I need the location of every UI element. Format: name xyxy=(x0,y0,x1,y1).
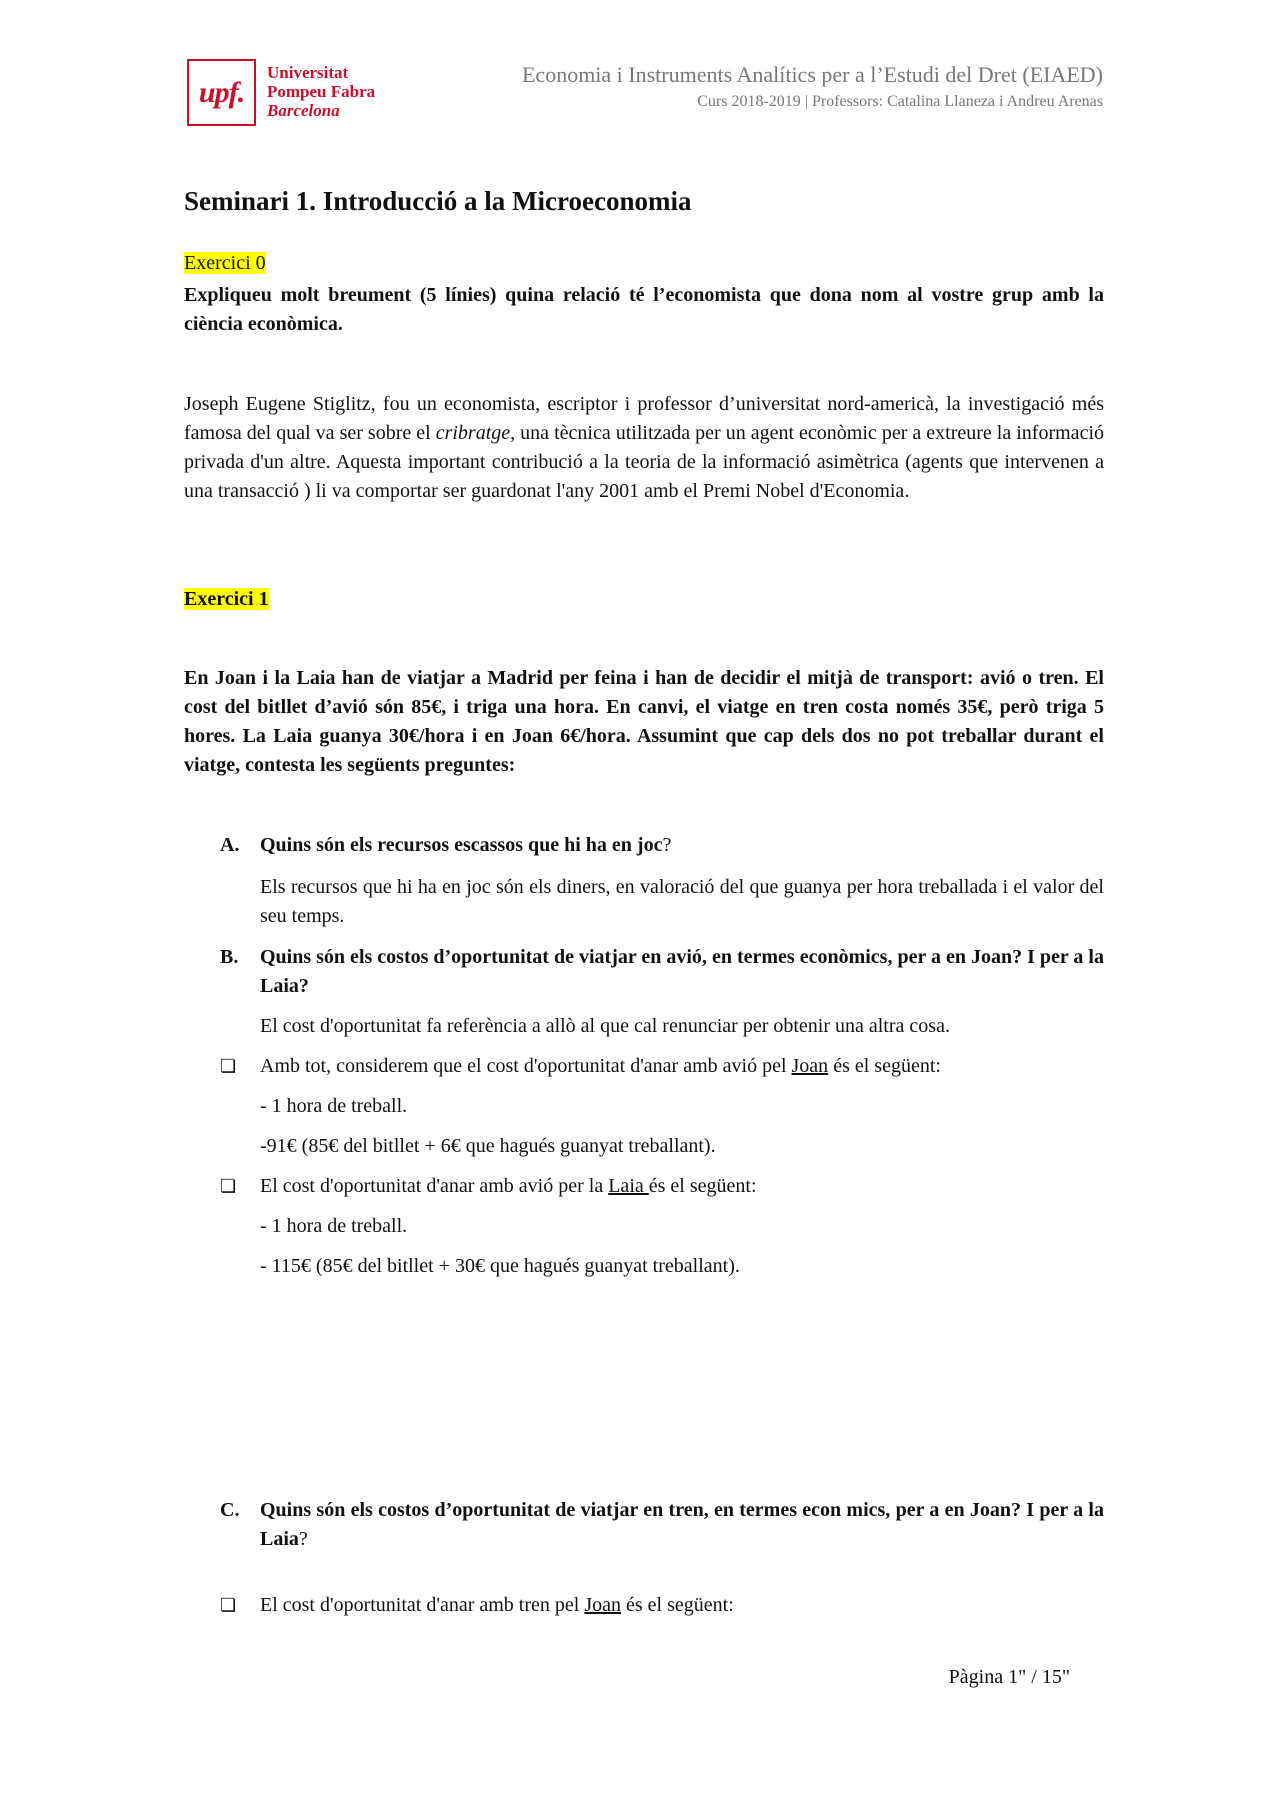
page-number: Pàgina 1" / 15" xyxy=(948,1666,1070,1688)
joan-train-item xyxy=(220,1591,1110,1620)
question-c-text: Quins són els costos d’oportunitat de viatjar en tren, en termes econ mics, per a en Joan? I per a la Laia xyxy=(260,1499,1104,1550)
joan-plane-name: Joan xyxy=(791,1055,829,1077)
answer-a xyxy=(184,873,1104,931)
exercise-0-label xyxy=(184,252,266,275)
question-a-mark: ? xyxy=(662,834,672,856)
joan-train-name: Joan xyxy=(584,1594,622,1616)
exercise-0-label-text: Exercici 0 xyxy=(184,252,266,274)
header-course-title: Economia i Instruments Analítics per a l’Estudi del Dret (EIAED) xyxy=(521,62,1103,87)
question-b-marker: B. xyxy=(220,946,239,968)
exercise-0-answer xyxy=(184,390,1104,506)
joan-plane-text-start: Amb tot, considerem que el cost d'oportunitat d'anar amb avió pel xyxy=(260,1055,792,1077)
upf-logo-text xyxy=(267,63,375,120)
exercise-0-answer-end: , una tècnica utilitzada per un agent econòmic per a extreure la informació privada d'un altre. Aquesta important contribució a la teoria de la informació asimètrica (agents que intervenen a una transacció ) li va comportar ser guardonat l'any 2001 amb el Premi Nobel d'Economia. xyxy=(184,422,1104,502)
question-b-text: Quins són els costos d’oportunitat de viatjar en avió, en termes econòmics, per a en Joan? I per a la Laia? xyxy=(260,946,1104,997)
exercise-0-answer-term: cribratge xyxy=(435,422,511,444)
laia-plane-line-1: - 1 hora de treball. xyxy=(260,1215,408,1237)
laia-plane-item xyxy=(220,1172,1110,1201)
checkbox-icon: ❏ xyxy=(220,1056,237,1077)
joan-train-text-end: és el següent: xyxy=(621,1594,734,1616)
question-a-marker: A. xyxy=(220,834,240,856)
question-b xyxy=(184,943,1104,1001)
exercise-0-answer-start: Joseph Eugene Stiglitz, fou un economista, escriptor i professor d’universitat nord-americà, la investigació més famosa del qual va ser sobre el xyxy=(184,393,1104,444)
header-course-subtitle: Curs 2018-2019 | Professors: Catalina Llaneza i Andreu Arenas xyxy=(697,93,1103,110)
laia-plane-line-2: - 115€ (85€ del bitllet + 30€ que hagués guanyat treballant). xyxy=(260,1255,740,1277)
document-title: Seminari 1. Introducció a la Microeconomia xyxy=(184,186,692,216)
logo-line-1: Universitat xyxy=(267,63,349,82)
question-a-text: Quins són els recursos escassos que hi ha en joc xyxy=(260,834,663,856)
joan-train-text-start: El cost d'oportunitat d'anar amb tren pel xyxy=(260,1594,585,1616)
exercise-0-question: Expliqueu molt breument (5 línies) quina relació té l’economista que dona nom al vostre grup amb la ciència econòmica. xyxy=(184,284,1104,335)
question-c-mark: ? xyxy=(298,1528,308,1550)
logo-line-2: Pompeu Fabra xyxy=(267,82,376,101)
exercise-1-label-text: Exercici 1 xyxy=(184,588,269,610)
exercise-1-label xyxy=(184,588,269,611)
upf-logo xyxy=(187,59,394,128)
answer-b xyxy=(184,1012,1104,1041)
answer-b-text: El cost d'oportunitat fa referència a allò al que cal renunciar per obtenir una altra cosa. xyxy=(260,1015,950,1037)
answer-a-text: Els recursos que hi ha en joc són els diners, en valoració del que guanya per hora treballada i el valor del seu temps. xyxy=(260,876,1104,927)
joan-plane-line-2: -91€ (85€ del bitllet + 6€ que hagués guanyat treballant). xyxy=(260,1135,716,1157)
question-c-marker: C. xyxy=(220,1499,240,1521)
exercise-1-statement: En Joan i la Laia han de viatjar a Madrid per feina i han de decidir el mitjà de transport: avió o tren. El cost del bitllet d’avió són 85€, i triga una hora. En canvi, el viatge en tren costa només 35€, però triga 5 hores. La Laia guanya 30€/hora i en Joan 6€/hora. Assumint que cap dels dos no pot treballar durant el viatge, contesta les següents preguntes: xyxy=(184,667,1104,776)
logo-line-3: Barcelona xyxy=(267,101,340,120)
joan-plane-item xyxy=(220,1052,1110,1081)
checkbox-icon: ❏ xyxy=(220,1595,237,1616)
laia-plane-text-start: El cost d'oportunitat d'anar amb avió per la xyxy=(260,1175,609,1197)
laia-plane-text-end: és el següent: xyxy=(648,1175,757,1197)
checkbox-icon: ❏ xyxy=(220,1176,237,1197)
upf-logo-mark: upf. xyxy=(187,59,256,126)
laia-plane-name: Laia xyxy=(608,1175,649,1197)
question-a xyxy=(184,831,1104,860)
joan-plane-text-end: és el següent: xyxy=(828,1055,941,1077)
question-c xyxy=(184,1496,1104,1554)
joan-plane-line-1: - 1 hora de treball. xyxy=(260,1095,408,1117)
